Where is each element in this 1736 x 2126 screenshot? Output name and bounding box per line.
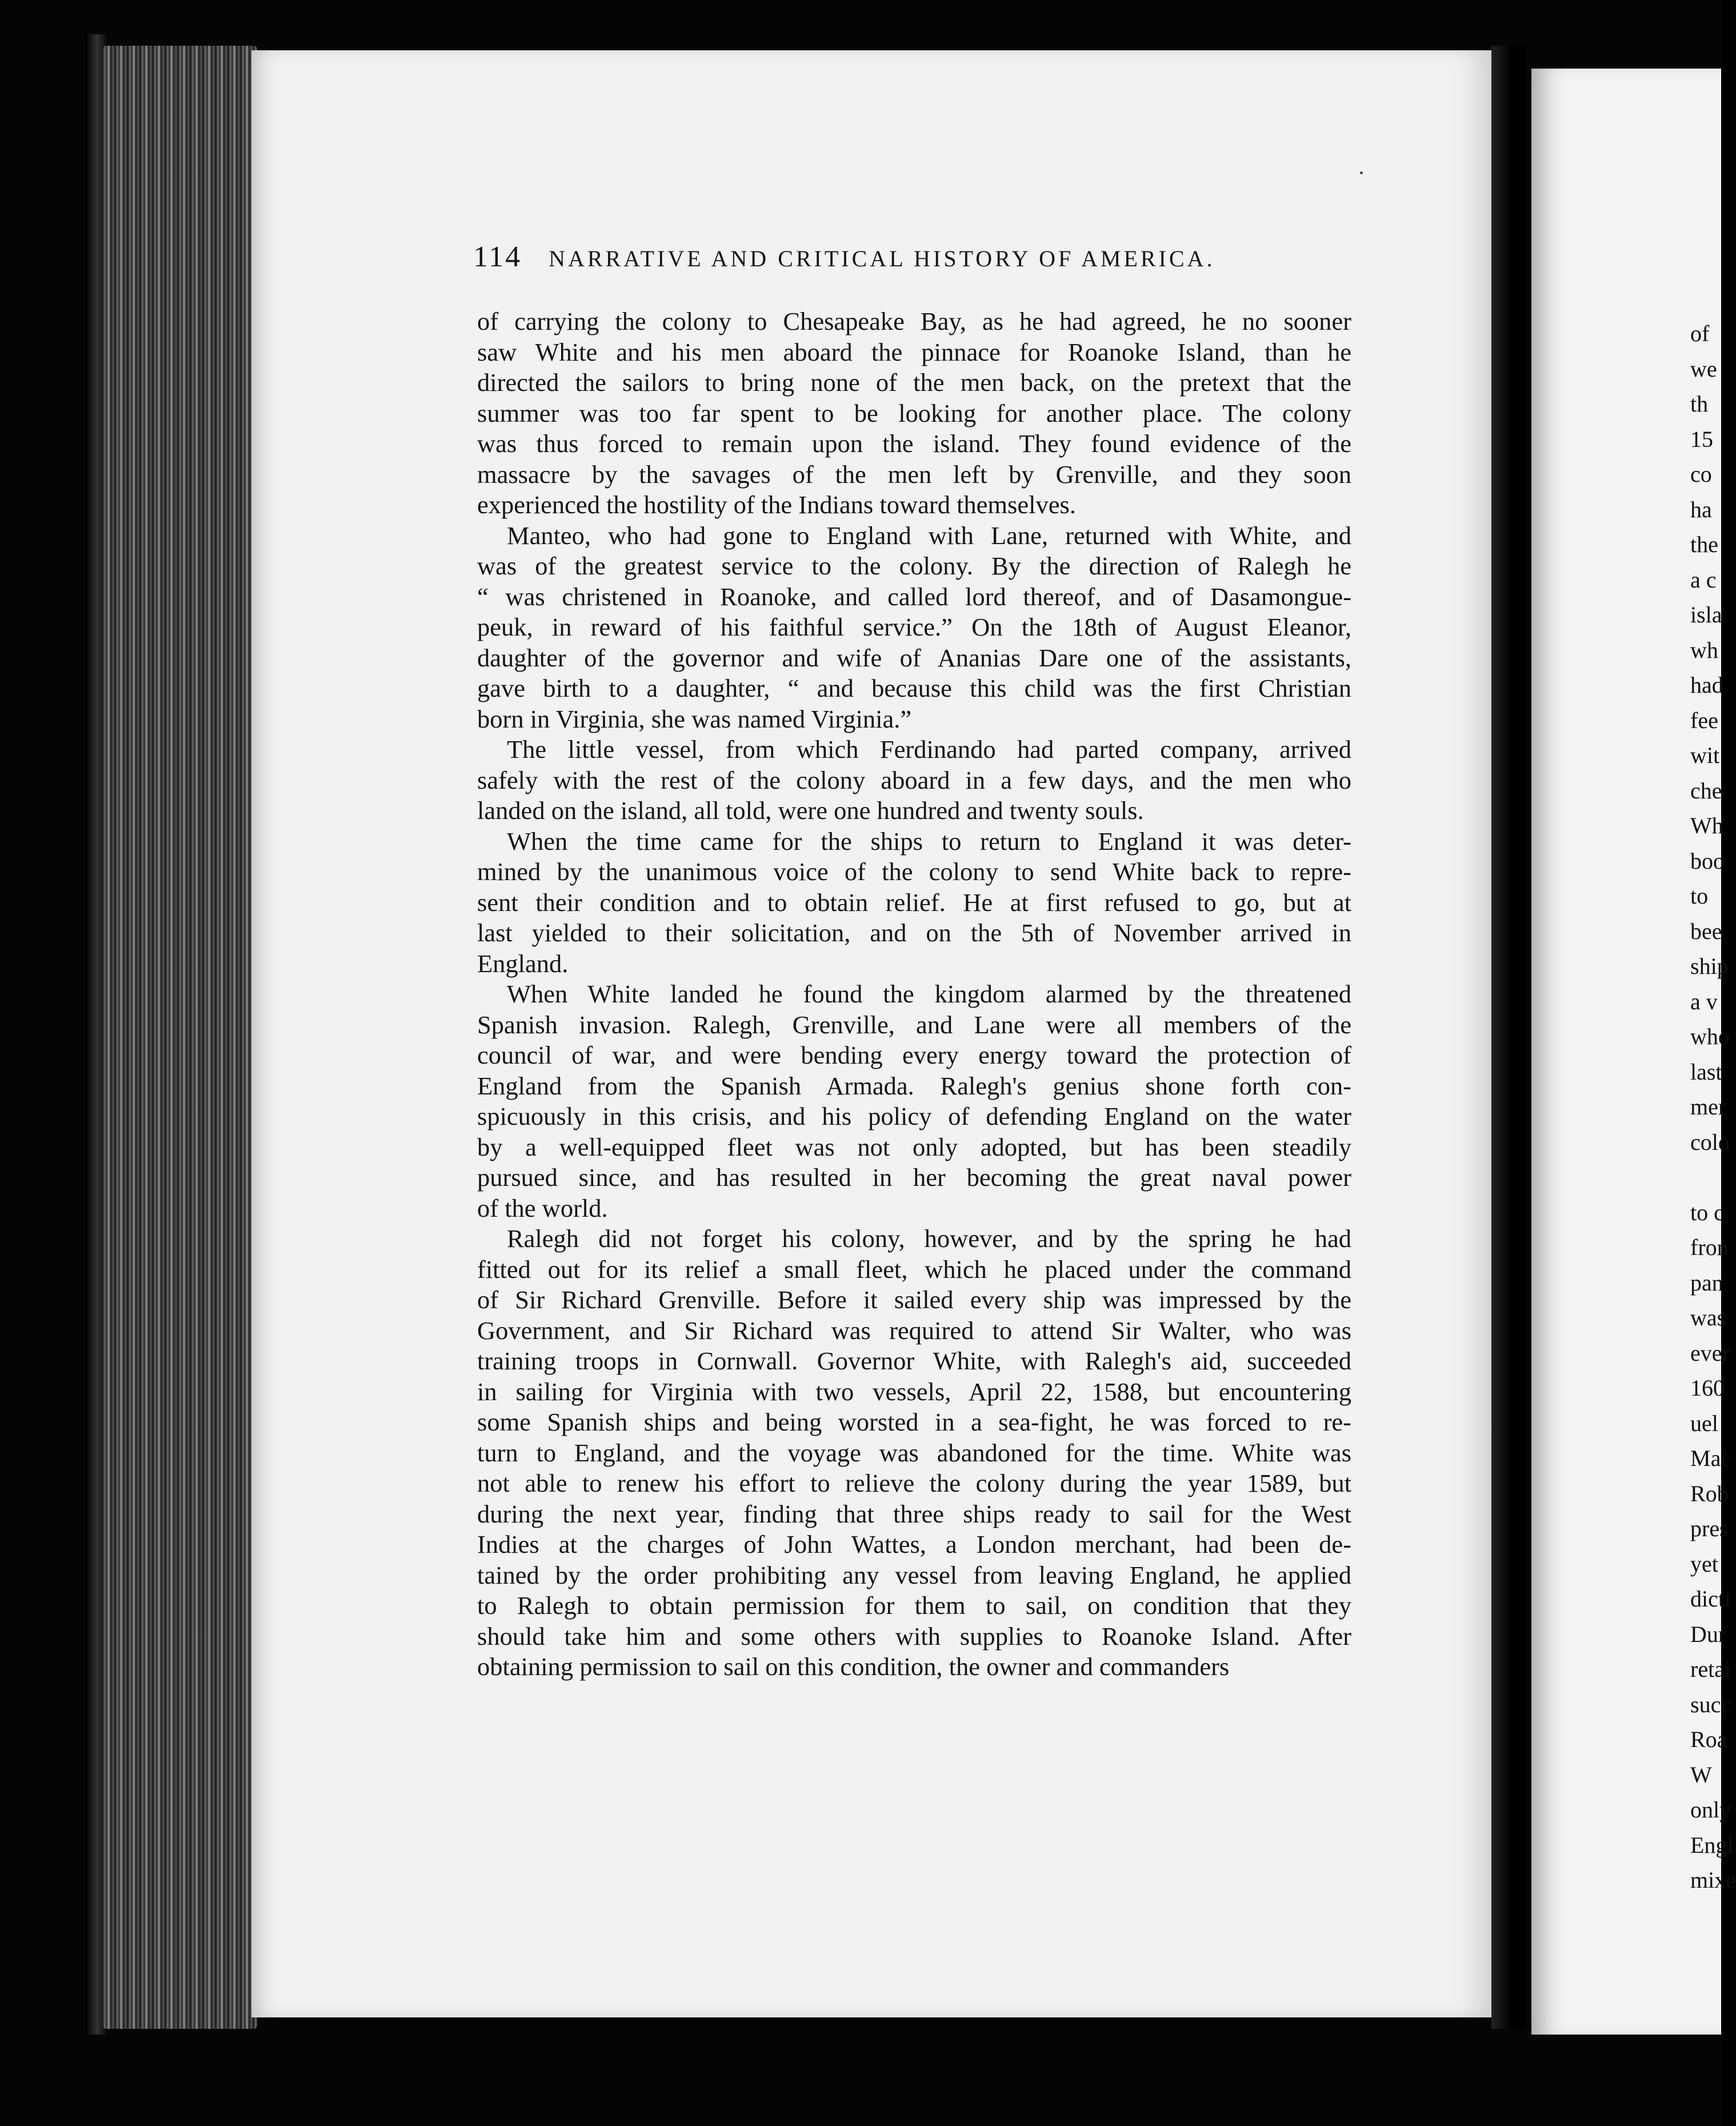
right-page-fragment: 160 <box>1690 1375 1725 1401</box>
right-page-fragment: retai <box>1690 1656 1731 1682</box>
running-header <box>473 240 1215 274</box>
text-line: When White landed he found the kingdom alarmed by the threatened <box>507 980 1351 1008</box>
right-page-fragment: wh <box>1690 637 1718 663</box>
text-line: Government, and Sir Richard was required to attend Sir Walter, who was <box>477 1316 1351 1345</box>
right-page-fragment: mixe <box>1690 1867 1736 1893</box>
text-line: of the world. <box>477 1193 608 1222</box>
text-line: to Ralegh to obtain permission for them to sail, on condition that they <box>477 1591 1351 1620</box>
right-page-fragment: was <box>1690 1305 1726 1330</box>
right-page-fragment: Engl <box>1690 1832 1734 1858</box>
text-line: training troops in Cornwall. Governor White, with Ralegh's aid, succeeded <box>477 1346 1351 1375</box>
right-page-fragment: uel <box>1690 1410 1718 1436</box>
right-page-fragment: W <box>1690 1761 1712 1788</box>
running-title: NARRATIVE AND CRITICAL HISTORY OF AMERICA. <box>549 246 1215 271</box>
text-line: England. <box>477 949 569 978</box>
text-line: mined by the unanimous voice of the colony to send White back to repre- <box>477 857 1351 886</box>
text-line: sent their condition and to obtain relief. He at first refused to go, but at <box>477 888 1351 917</box>
right-page-fragment: che <box>1690 777 1722 804</box>
text-line: turn to England, and the voyage was abandoned for the time. White was <box>477 1438 1351 1467</box>
right-page-fragment: a c <box>1690 566 1717 593</box>
page-gutter <box>1491 46 1526 2029</box>
paragraph <box>477 979 1351 1224</box>
right-page-fragment: bee <box>1690 918 1722 944</box>
paragraph <box>477 734 1351 826</box>
text-line: was of the greatest service to the colony. By the direction of Ralegh he <box>477 552 1351 580</box>
right-page-fragment: wit <box>1690 742 1720 768</box>
right-page-fragment: a v <box>1690 988 1718 1014</box>
text-line: safely with the rest of the colony aboard in a few days, and the men who <box>477 765 1351 794</box>
text-line: obtaining permission to sail on this condition, the owner and commanders <box>477 1652 1230 1681</box>
right-page-fragment: dicti <box>1690 1586 1731 1612</box>
text-line: Indies at the charges of John Wattes, a London merchant, had been de- <box>477 1530 1351 1558</box>
body-text <box>477 306 1351 1683</box>
right-page-fragment: to c <box>1690 1199 1724 1225</box>
text-line: in sailing for Virginia with two vessels, April 22, 1588, but encountering <box>477 1377 1351 1406</box>
text-line: saw White and his men aboard the pinnace for Roanoke Island, than he <box>477 337 1351 366</box>
right-page-fragment: 15 <box>1690 426 1713 452</box>
right-page-fragment: who <box>1690 1024 1730 1049</box>
right-page-fragment: Mac <box>1690 1445 1731 1471</box>
text-line: “ was christened in Roanoke, and called lord thereof, and of Dasamongue- <box>477 582 1351 611</box>
right-page-fragment: Rob <box>1690 1480 1729 1506</box>
text-line: by a well-equipped fleet was not only adopted, but has been steadily <box>477 1132 1351 1161</box>
right-page-fragment: th <box>1690 391 1709 417</box>
paragraph <box>477 306 1351 521</box>
right-page-fragment: pan <box>1690 1269 1723 1296</box>
text-line: during the next year, finding that three ships ready to sail for the West <box>477 1499 1351 1528</box>
text-line: of Sir Richard Grenville. Before it sailed every ship was impressed by the <box>477 1285 1351 1314</box>
text-line: council of war, and were bending every energy toward the protection of <box>477 1041 1351 1069</box>
text-line: some Spanish ships and being worsted in a sea-fight, he was forced to re- <box>477 1408 1351 1436</box>
text-line: daughter of the governor and wife of Ananias Dare one of the assistants, <box>477 643 1351 672</box>
text-line: last yielded to their solicitation, and on the 5th of November arrived in <box>477 918 1351 947</box>
text-line: directed the sailors to bring none of the men back, on the pretext that the <box>477 368 1351 397</box>
right-page-fragment: ever <box>1690 1340 1730 1366</box>
text-line: When the time came for the ships to return to England it was deter- <box>507 826 1351 856</box>
paragraph <box>477 1224 1351 1683</box>
right-page-fragment: Roa <box>1690 1727 1727 1752</box>
right-page-fragment: co <box>1690 461 1712 487</box>
text-line: experienced the hostility of the Indians toward themselves. <box>477 490 1076 519</box>
right-page-fragment: colo <box>1690 1129 1730 1155</box>
right-page-fragment: yet <box>1690 1550 1718 1577</box>
text-line: massacre by the savages of the men left by Grenville, and they soon <box>477 459 1351 489</box>
text-line: summer was too far spent to be looking for another place. The colony <box>477 398 1351 427</box>
right-page-fragment: ha <box>1690 496 1712 522</box>
text-line: Ralegh did not forget his colony, however, and by the spring he had <box>507 1224 1351 1253</box>
right-page-fragment: Wh <box>1690 813 1723 838</box>
right-page-fragment: last <box>1690 1058 1722 1085</box>
text-line: should take him and some others with supplies to Roanoke Island. After <box>477 1621 1351 1651</box>
right-page-fragment: only <box>1690 1797 1731 1823</box>
text-line: England from the Spanish Armada. Ralegh's genius shone forth con- <box>477 1071 1351 1100</box>
text-line: Manteo, who had gone to England with Lane, returned with White, and <box>507 521 1351 550</box>
right-page-fragment: Dur <box>1690 1621 1726 1647</box>
text-line: peuk, in reward of his faithful service.” On the 18th of August Eleanor, <box>477 613 1351 641</box>
text-line: was thus forced to remain upon the island. They found evidence of the <box>477 429 1351 458</box>
right-page-fragment: pres <box>1690 1516 1729 1541</box>
right-page-fragment: mer <box>1690 1094 1726 1120</box>
text-line: gave birth to a daughter, “ and because this child was the first Christian <box>477 674 1351 702</box>
paragraph <box>477 826 1351 980</box>
paragraph <box>477 521 1351 735</box>
text-line: Spanish invasion. Ralegh, Grenville, and Lane were all members of the <box>477 1010 1351 1039</box>
right-page-fragment: fee <box>1690 707 1718 733</box>
text-line: pursued since, and has resulted in her becoming the great naval power <box>477 1163 1351 1192</box>
right-page-fragment: fron <box>1690 1234 1729 1260</box>
page-edges <box>103 46 257 2029</box>
right-page-fragment: ship <box>1690 953 1729 979</box>
right-page-fragment: boo <box>1690 848 1725 874</box>
right-page-fragment: to <box>1690 883 1709 909</box>
text-line: of carrying the colony to Chesapeake Bay, as he had agreed, he no sooner <box>477 307 1351 335</box>
text-line: spicuously in this crisis, and his policy of defending England on the water <box>477 1102 1351 1130</box>
text-line: not able to renew his effort to relieve the colony during the year 1589, but <box>477 1469 1351 1497</box>
right-page-fragment: succ <box>1690 1691 1731 1717</box>
ink-speck <box>1360 171 1363 174</box>
text-line: born in Virginia, she was named Virginia.” <box>477 704 912 733</box>
right-page-fragment: had <box>1690 672 1723 698</box>
right-page-fragment: of <box>1690 321 1710 346</box>
page-number: 114 <box>473 241 522 273</box>
text-line: The little vessel, from which Ferdinando had parted company, arrived <box>507 735 1351 764</box>
text-line: landed on the island, all told, were one hundred and twenty souls. <box>477 796 1144 825</box>
text-line: tained by the order prohibiting any vessel from leaving England, he applied <box>477 1560 1351 1589</box>
text-line: fitted out for its relief a small fleet, which he placed under the command <box>477 1254 1351 1284</box>
right-page-fragment: the <box>1690 532 1718 557</box>
right-page-fragment: we <box>1690 355 1717 382</box>
right-page-fragment: isla <box>1690 602 1722 628</box>
